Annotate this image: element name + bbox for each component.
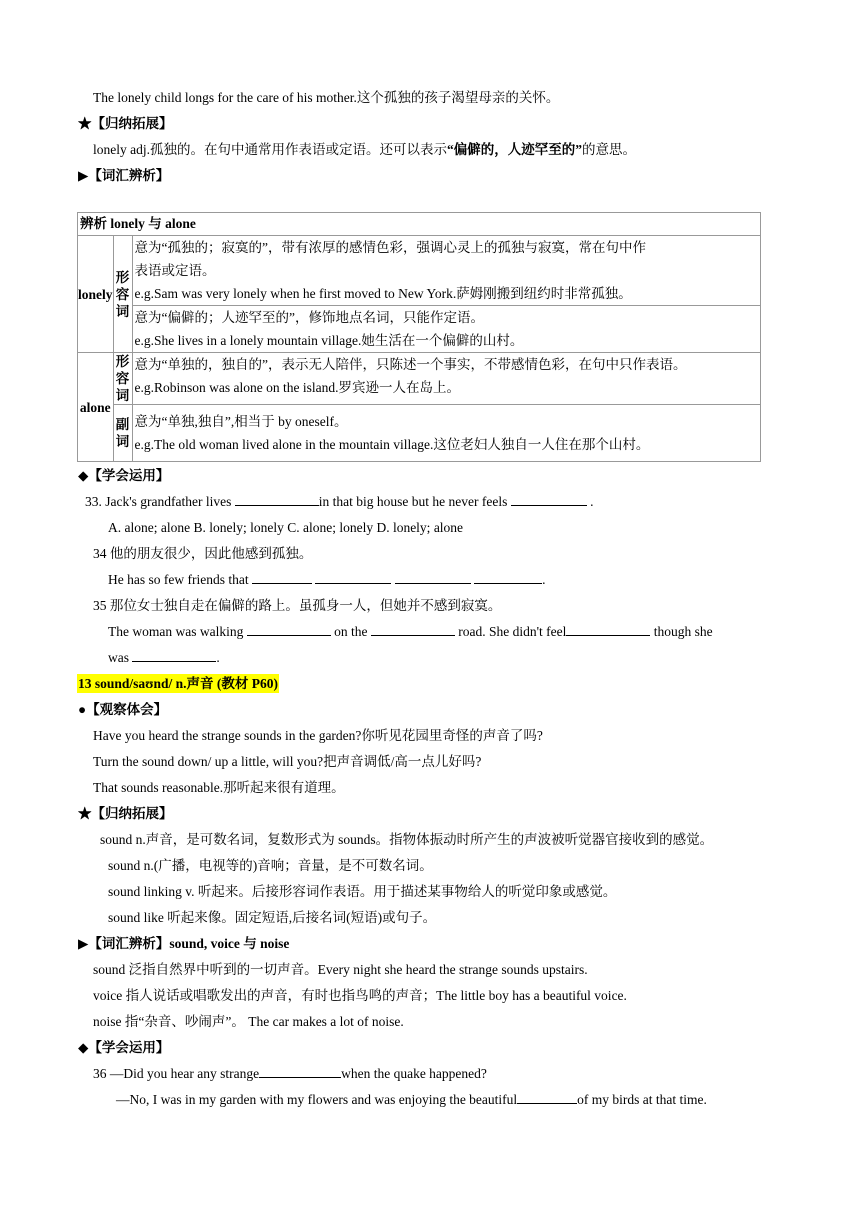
section-heading-guina: ★【归纳拓展】: [78, 116, 173, 131]
table-cell-alone-meaning-1: 意为“单独的，独自的”，表示无人陪伴，只陈述一个事实，不带感情色彩，在句中只作表语。 e.g.Robinson was alone on the island.罗宾逊一人在岛上。: [132, 353, 760, 405]
guina-item-3: sound linking v. 听起来。后接形容词作表语。用于描述某事物给人的听觉印象或感觉。: [108, 884, 617, 899]
section-heading-bianxi: ▶【词汇辨析】: [78, 168, 170, 183]
bianxi-item-sound: sound 泛指自然界中听到的一切声音。Every night she heard the strange sounds upstairs.: [93, 962, 588, 977]
table-pos-adv-alone: 副 词: [113, 405, 132, 462]
question-33: 33. Jack's grandfather lives in that big house but he never feels .: [85, 494, 594, 509]
question-33-options: A. alone; alone B. lonely; lonely C. alone; lonely D. lonely; alone: [108, 520, 464, 535]
lonely-note-end: 的意思。: [582, 142, 636, 157]
lonely-note: [93, 141, 636, 159]
table-cell-lonely-meaning-2: 意为“偏僻的；人迹罕至的”，修饰地点名词，只能作定语。 e.g.She lives in a lonely mountain village.她生活在一个偏僻的山村。: [132, 306, 760, 353]
answer-blank[interactable]: [371, 623, 455, 636]
answer-blank[interactable]: [247, 623, 331, 636]
answer-blank[interactable]: [395, 571, 471, 584]
lonely-note-text: lonely adj.孤独的。在句中通常用作表语或定语。还可以表示: [93, 142, 447, 157]
observe-example-2: Turn the sound down/ up a little, will you?把声音调低/高一点儿好吗?: [93, 754, 482, 769]
table-word-alone: alone: [78, 353, 114, 462]
question-36-line-2: —No, I was in my garden with my flowers and was enjoying the beautiful of my birds at that time.: [116, 1092, 707, 1107]
question-34-chinese: 34 他的朋友很少，因此他感到孤独。: [93, 546, 313, 561]
observe-example-1: Have you heard the strange sounds in the garden?你听见花园里奇怪的声音了吗?: [93, 728, 543, 743]
example-sentence: The lonely child longs for the care of his mother.这个孤独的孩子渴望母亲的关怀。: [93, 90, 560, 105]
answer-blank[interactable]: [315, 571, 391, 584]
guina-item-1: sound n.声音，是可数名词，复数形式为 sounds。指物体振动时所产生的声波被听觉器官接收到的感觉。: [100, 832, 714, 847]
section-heading-use-1: ◆【学会运用】: [78, 468, 170, 483]
question-35-chinese: 35 那位女士独自走在偏僻的路上。虽孤身一人，但她并不感到寂寞。: [93, 598, 502, 613]
lonely-alone-table: [77, 212, 761, 462]
answer-blank[interactable]: [517, 1091, 577, 1104]
table-title: 辨析 lonely 与 alone: [78, 213, 761, 236]
bianxi-item-noise: noise 指“杂音、吵闹声”。 The car makes a lot of noise.: [93, 1014, 404, 1029]
table-pos-adj-lonely: 形 容 词: [113, 236, 132, 353]
question-36-line-1: 36 —Did you hear any strange when the quake happened?: [93, 1066, 487, 1081]
answer-blank[interactable]: [259, 1065, 341, 1078]
section-heading-observe: ●【观察体会】: [78, 702, 168, 717]
answer-blank[interactable]: [252, 571, 312, 584]
guina-item-4: sound like 听起来像。固定短语,后接名词(短语)或句子。: [108, 910, 437, 925]
section-heading-bianxi-2: ▶【词汇辨析】sound, voice 与 noise: [78, 936, 290, 951]
table-pos-adj-alone: 形 容 词: [113, 353, 132, 405]
answer-blank[interactable]: [566, 623, 650, 636]
question-35-english: The woman was walking on the road. She didn't feel though she: [108, 624, 713, 639]
table-cell-lonely-meaning-1: 意为“孤独的；寂寞的”，带有浓厚的感情色彩，强调心灵上的孤独与寂寞，常在句中作 表语或定语。 e.g.Sam was very lonely when he first moved to New York.萨姆刚搬到纽约时非常孤独。: [132, 236, 760, 306]
word-heading-sound: 13 sound/saʊnd/ n.声音 (教材 P60): [78, 676, 279, 691]
answer-blank[interactable]: [511, 493, 587, 506]
section-heading-use-2: ◆【学会运用】: [78, 1040, 170, 1055]
question-35-english-cont: was .: [108, 650, 220, 665]
observe-example-3: That sounds reasonable.那听起来很有道理。: [93, 780, 345, 795]
question-34-english: He has so few friends that .: [108, 572, 546, 587]
section-heading-guina-2: ★【归纳拓展】: [78, 806, 173, 821]
table-word-lonely: lonely: [78, 236, 114, 353]
guina-item-2: sound n.(广播，电视等的)音响；音量，是不可数名词。: [108, 858, 433, 873]
bianxi-item-voice: voice 指人说话或唱歌发出的声音，有时也指鸟鸣的声音；The little boy has a beautiful voice.: [93, 988, 627, 1003]
table-cell-alone-meaning-2: 意为“单独,独自”,相当于 by oneself。 e.g.The old woman lived alone in the mountain village.这位老妇人独自一人住在那个山村。: [132, 405, 760, 462]
answer-blank[interactable]: [132, 649, 216, 662]
answer-blank[interactable]: [474, 571, 542, 584]
lonely-note-bold: “偏僻的，人迹罕至的”: [447, 142, 582, 157]
answer-blank[interactable]: [235, 493, 319, 506]
